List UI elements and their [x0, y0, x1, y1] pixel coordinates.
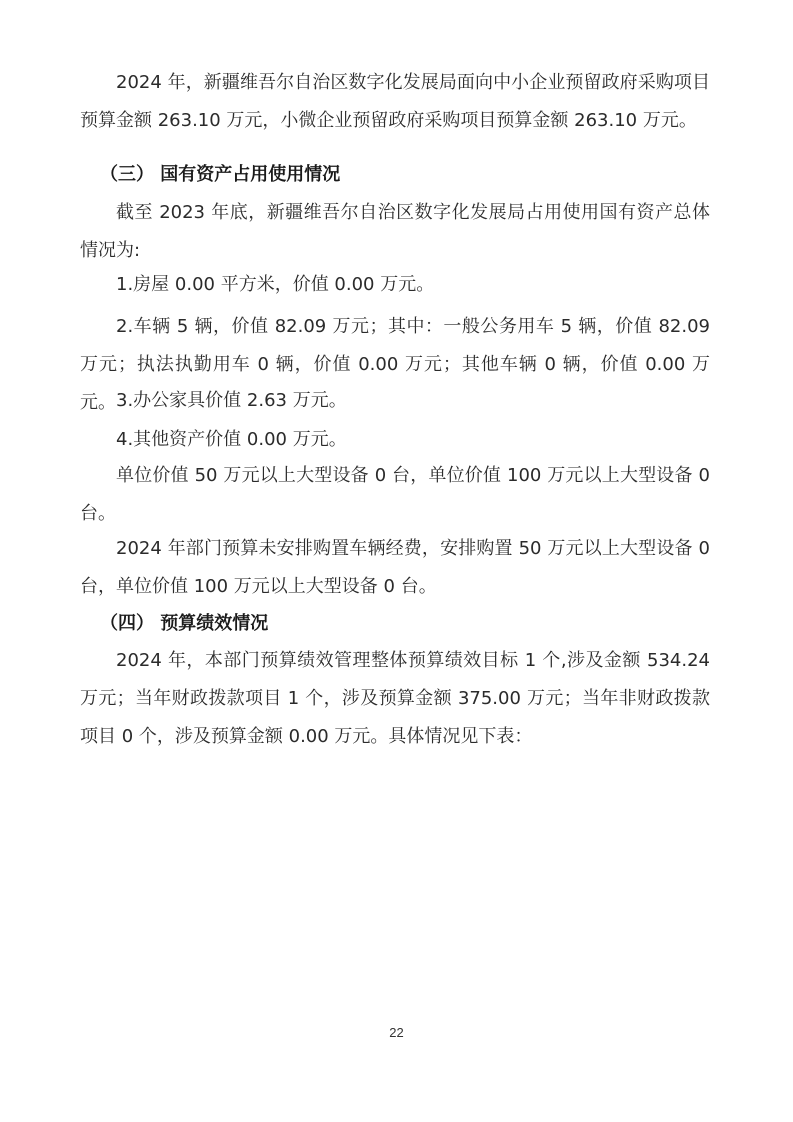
paragraph-assets-intro: 截至 2023 年底，新疆维吾尔自治区数字化发展局占用使用国有资产总体情况为:: [80, 202, 710, 261]
paragraph-other-assets: 4.其他资产价值 0.00 万元。: [116, 429, 347, 450]
section-heading-state-assets: （三） 国有资产占用使用情况: [100, 164, 341, 185]
paragraph-performance: 2024 年，本部门预算绩效管理整体预算绩效目标 1 个,涉及金额 534.24 万元；当年财政拨款项目 1 个，涉及预算金额 375.00 万元；当年非财政拨款项目 0 个，涉及预算金额 0.00 万元。具体情况见下表：: [80, 650, 710, 747]
paragraph-furniture: 3.办公家具价值 2.63 万元。: [116, 390, 347, 411]
paragraph-vehicles: 2.车辆 5 辆，价值 82.09 万元；其中：一般公务用车 5 辆，价值 82.09 万元；执法执勤用车 0 辆，价值 0.00 万元；其他车辆 0 辆，价值 0.00 万元。: [80, 316, 710, 413]
paragraph-procurement: 2024 年，新疆维吾尔自治区数字化发展局面向中小企业预留政府采购项目预算金额 263.10 万元，小微企业预留政府采购项目预算金额 263.10 万元。: [80, 72, 710, 131]
paragraph-large-equipment: 单位价值 50 万元以上大型设备 0 台，单位价值 100 万元以上大型设备 0 台。: [80, 465, 710, 524]
section-heading-performance: （四） 预算绩效情况: [100, 613, 269, 634]
paragraph-housing: 1.房屋 0.00 平方米，价值 0.00 万元。: [116, 274, 435, 295]
page-number: 22: [389, 1025, 404, 1040]
paragraph-purchase-plan: 2024 年部门预算未安排购置车辆经费，安排购置 50 万元以上大型设备 0 台，单位价值 100 万元以上大型设备 0 台。: [80, 538, 710, 597]
